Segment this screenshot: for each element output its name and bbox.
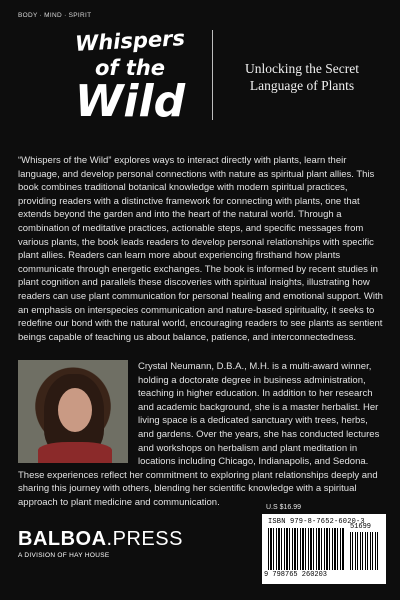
title-line-1: Whispers <box>74 26 186 56</box>
author-section <box>18 360 384 510</box>
ean-digits: 9 798765 260203 <box>264 571 328 579</box>
addon-digits: 51699 <box>350 523 372 531</box>
title-line-2: of the <box>94 56 166 80</box>
category-label: BODY · MIND · SPIRIT <box>18 12 92 19</box>
publisher-division: A DIVISION OF HAY HOUSE <box>18 552 110 559</box>
price-label: U.S $16.99 <box>266 504 302 511</box>
author-photo <box>18 360 128 463</box>
addon-bars <box>350 532 380 570</box>
publisher-logo <box>18 528 183 559</box>
publisher-brand-light: .PRESS <box>106 528 183 550</box>
author-bio: Crystal Neumann, D.B.A., M.H. is a multi-award winner, holding a doctorate degree in business administration, teaching in higher education. In addition to her research and academic background, she is a master herbalist. Her living space is a dedicated sanctuary with trees, herbs, and gardens. Over the years, she has conducted lectures and workshops on herbalism and plant meditation in locations including Chicago, Indianapolis, and Sedona. These experiences reflect her commitment to exploring plant relationships deeply and sharing this journey with others, blending her scientific knowledge with a spiritual approach to plant medicine and communication. <box>18 361 380 508</box>
book-title <box>60 26 200 127</box>
ean-bars <box>268 528 344 570</box>
book-subtitle: Unlocking the Secret Language of Plants <box>245 61 359 93</box>
publisher-brand-bold: BALBOA <box>18 528 107 550</box>
title-line-3: Wild <box>74 76 186 127</box>
isbn-number: ISBN 979-8-7652-6020-3 <box>268 518 365 526</box>
book-description: “Whispers of the Wild” explores ways to interact directly with plants, learn their language, and develop personal connections with nature as spiritual plant allies. This book combines traditional botanical knowledge with modern spiritual practices, providing readers with a distinctive framework for connecting with plants, one that extends beyond the garden and into the heart of the natural world. Through a combination of meditative practices, actionable steps, and specific messages from various plants, the book leads readers to develop personal relationships with specific plant allies. Readers can learn more about experiencing firsthand how plants communicate through energetic exchanges. The book is informed by recent studies in plant cognition and parallels these discoveries with spiritual insights, illustrating how readers can use plant communication for personal healing and emotional support. With an emphasis on interspecies communication and nature-based spirituality, it seeks to redefine our bond with the natural world, encouraging readers to see plants as sentient beings capable of teaching us about balance, patience, and interconnectedness. <box>18 155 383 343</box>
title-divider <box>212 30 213 120</box>
isbn-barcode <box>262 514 386 584</box>
